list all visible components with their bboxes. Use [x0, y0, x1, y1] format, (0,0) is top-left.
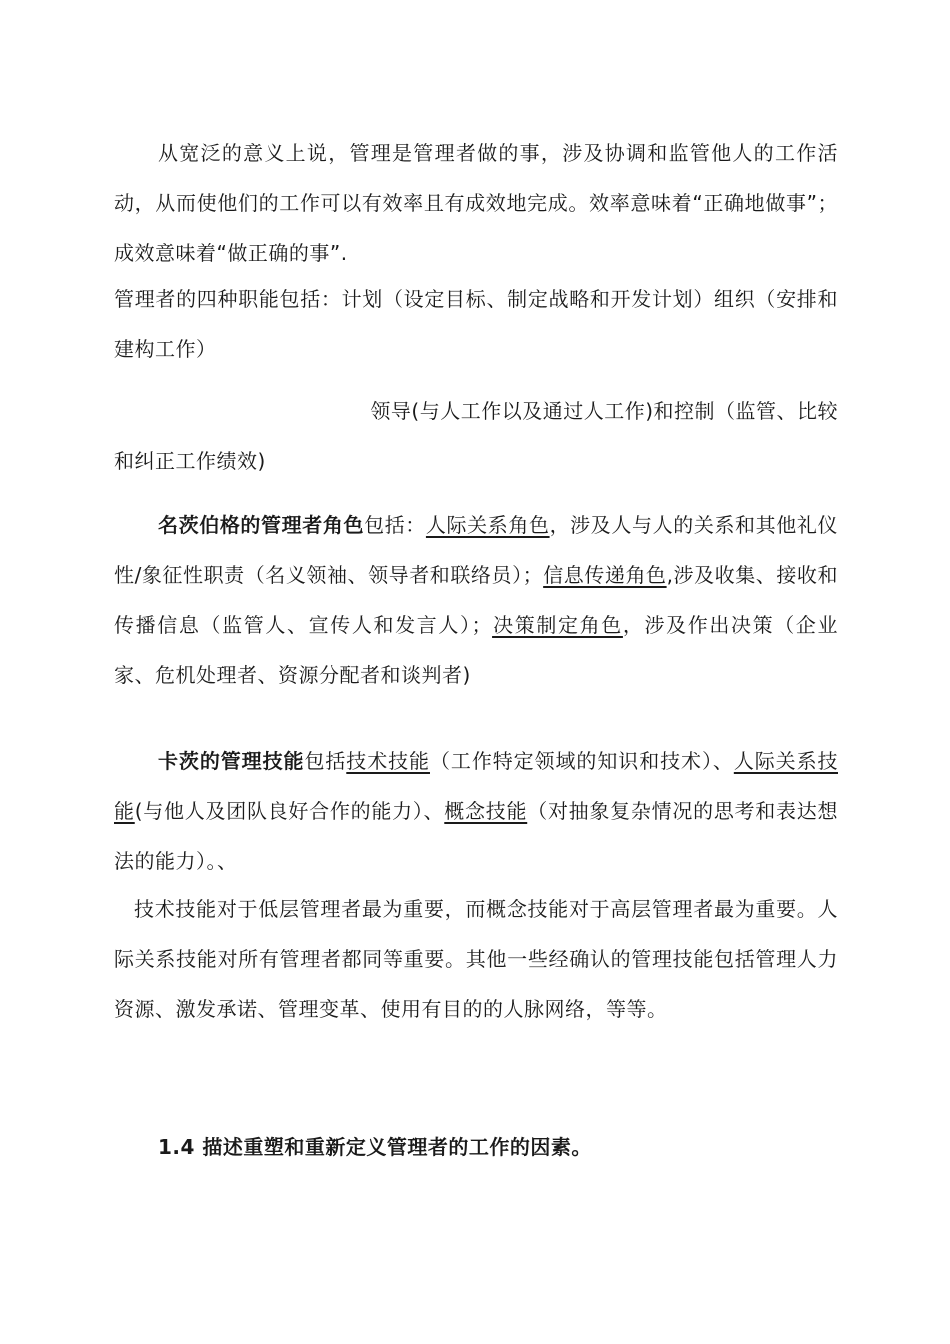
interpersonal-skills-term: 人际关系技能 — [114, 749, 838, 823]
mintzberg-text-4: ，涉及作出决策（企业家、危机处理者、资源分配者和谈判者) — [114, 613, 839, 687]
lead-control-line1: 领导(与人工作以及通过人工作)和控制（监管、比较 — [370, 399, 838, 423]
paragraph-management-definition: 从宽泛的意义上说，管理是管理者做的事，涉及协调和监管他人的工作活动，从而使他们的工作可以有效率且有成效地完成。效率意味着“正确地做事”；成效意味着“做正确的事”. — [114, 141, 838, 265]
mintzberg-text-2: ，涉及人与人的关系和其他礼仪性/象征性职责（名义领袖、领导者和联络员）； — [114, 513, 838, 587]
section-heading-1-4: 1.4 描述重塑和重新定义管理者的工作的因素。 — [158, 1135, 592, 1159]
katz-text-2: （工作特定领域的知识和技术）、 — [429, 749, 734, 773]
mintzberg-text-3: ,涉及收集、接收和传播信息（监管人、宣传人和发言人）； — [114, 563, 838, 637]
mintzberg-roles-term: 名茨伯格的管理者角色 — [158, 513, 365, 537]
paragraph-lead-control — [114, 386, 838, 486]
katz-text-4: （对抽象复杂情况的思考和表达想法的能力）。、 — [114, 799, 838, 873]
katz-text-3: (与他人及团队良好合作的能力）、 — [134, 799, 445, 823]
informational-role-term: 信息传递角色 — [543, 563, 667, 587]
technical-skills-term: 技术技能 — [346, 749, 430, 773]
decisional-role-term: 决策制定角色 — [492, 613, 623, 637]
mintzberg-text-1: 包括： — [364, 513, 426, 537]
katz-text-1: 包括 — [304, 749, 347, 773]
paragraph-four-functions: 管理者的四种职能包括：计划（设定目标、制定战略和开发计划）组织（安排和建构工作） — [114, 287, 838, 361]
katz-skills-term: 卡茨的管理技能 — [158, 749, 305, 773]
paragraph-mintzberg-roles — [114, 500, 838, 700]
interpersonal-role-term: 人际关系角色 — [425, 513, 550, 537]
paragraph-katz-skills — [114, 736, 838, 886]
lead-control-line2: 和纠正工作绩效) — [114, 449, 266, 473]
paragraph-skills-importance: 技术技能对于低层管理者最为重要，而概念技能对于高层管理者最为重要。人际关系技能对所有管理者都同等重要。其他一些经确认的管理技能包括管理人力资源、激发承诺、管理变革、使用有目的的人脉网络，等等。 — [114, 897, 838, 1021]
conceptual-skills-term: 概念技能 — [444, 799, 528, 823]
